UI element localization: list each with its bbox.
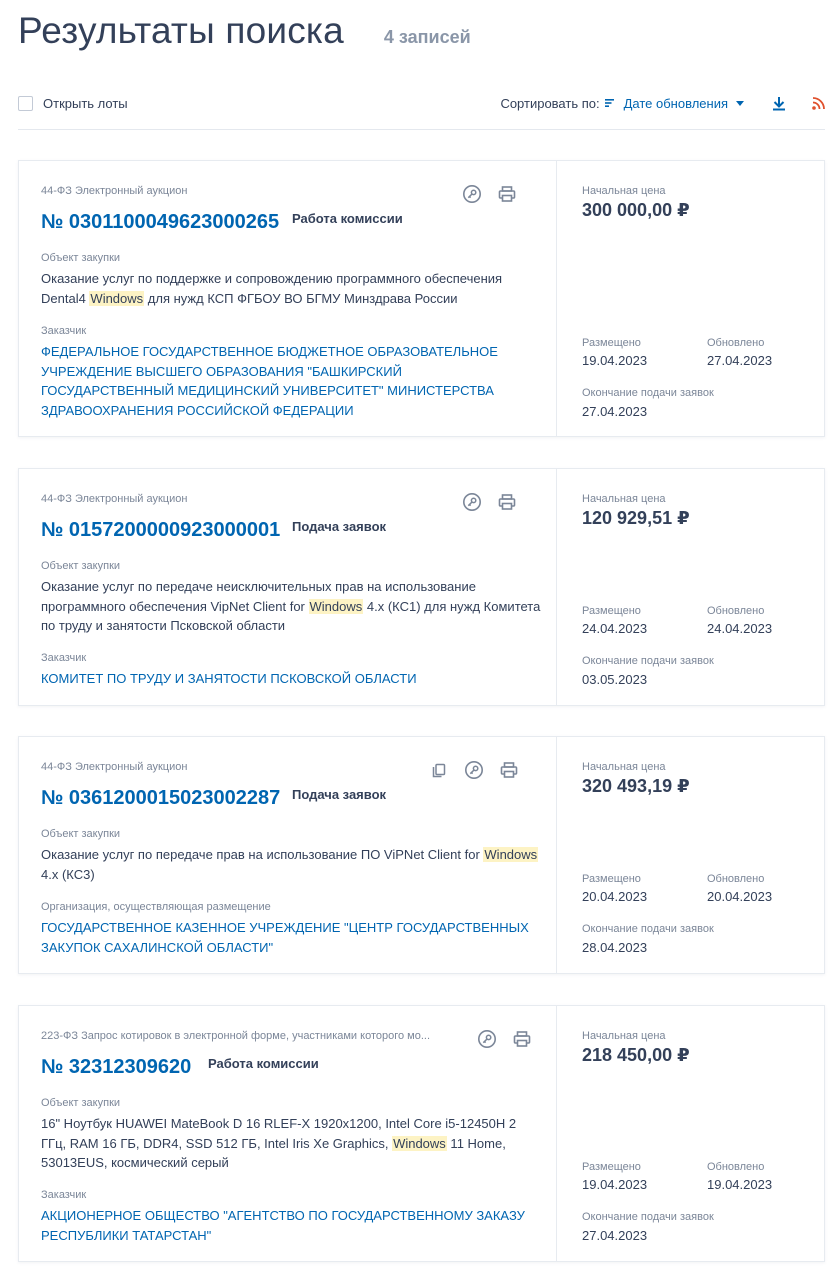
customer-label: Заказчик (41, 1189, 87, 1201)
updated-label: Обновлено (707, 1161, 765, 1173)
law-type: 44-ФЗ Электронный аукцион (41, 185, 188, 197)
registry-number-link[interactable]: № 0301100049623000265 (41, 211, 280, 233)
object-label: Объект закупки (41, 1097, 121, 1109)
placed-date: 19.04.2023 (582, 1177, 648, 1192)
object-text-part: 16" Ноутбук HUAWEI MateBook D 16 RLEF-X 1920x1200, Intel Core i5-12450H 2 ГГц, RAM 16 ГБ, DDR4, SSD 512 ГБ, Intel Iris Xe Graphics, (41, 1116, 517, 1151)
updated-date: 19.04.2023 (707, 1177, 773, 1192)
price-value: 120 929,51 ₽ (582, 508, 690, 528)
placed-date: 19.04.2023 (582, 353, 648, 368)
registry-number-link[interactable]: № 0157200000923000001 (41, 519, 281, 541)
updated-date: 27.04.2023 (707, 353, 773, 368)
status-badge: Работа комиссии (208, 1056, 319, 1071)
law-type: 44-ФЗ Электронный аукцион (41, 493, 188, 505)
sort-dropdown[interactable]: Дате обновления (623, 95, 728, 111)
organizer-link[interactable]: ГОСУДАРСТВЕННОЕ КАЗЕННОЕ УЧРЕЖДЕНИЕ "ЦЕНТР ГОСУДАРСТВЕННЫХ ЗАКУПОК САХАЛИНСКОЙ ОБЛАСТИ" (41, 920, 529, 955)
price-label: Начальная цена (582, 185, 666, 197)
card-side (558, 469, 824, 705)
status-badge: Подача заявок (292, 787, 387, 802)
object-text-part: 4.x (КС1) для нужд Комитета по труду и занятости Псковской области (41, 598, 541, 633)
object-text-part: Оказание услуг по передаче прав на использование ПО ViPNet Client for (41, 847, 484, 862)
toolbar-divider (18, 129, 825, 130)
page-header (18, 10, 471, 60)
search-result-card (18, 1005, 825, 1262)
deadline-label: Окончание подачи заявок (582, 387, 714, 399)
placed-label: Размещено (582, 1161, 641, 1173)
sort-lines-icon[interactable] (605, 98, 615, 108)
object-description (41, 269, 541, 308)
placed-label: Размещено (582, 605, 641, 617)
object-label: Объект закупки (41, 252, 121, 264)
updated-date: 20.04.2023 (707, 889, 773, 904)
price-label: Начальная цена (582, 761, 666, 773)
record-count: 4 записей (383, 27, 471, 47)
card-actions (447, 184, 517, 204)
printer-icon[interactable] (497, 184, 517, 204)
updated-label: Обновлено (707, 873, 765, 885)
search-highlight: Windows (484, 847, 538, 862)
card-side (558, 1006, 824, 1261)
price-value: 218 450,00 ₽ (582, 1045, 690, 1065)
card-actions (414, 760, 519, 780)
price-value: 320 493,19 ₽ (582, 776, 690, 796)
card-actions (462, 1029, 532, 1049)
updated-label: Обновлено (707, 605, 765, 617)
object-text-part: 11 Home, 53013EUS, космический серый (41, 1135, 506, 1170)
search-result-card (18, 468, 825, 706)
search-highlight: Windows (90, 290, 144, 306)
copy-icon[interactable] (429, 760, 449, 780)
law-type: 223-ФЗ Запрос котировок в электронной форме, участниками которого мо... (41, 1030, 431, 1042)
placed-date: 24.04.2023 (582, 621, 648, 636)
object-description (41, 577, 541, 636)
open-lots-checkbox[interactable] (18, 96, 33, 111)
customer-label: Заказчик (41, 652, 87, 664)
object-label: Объект закупки (41, 560, 121, 572)
organizer-label: Организация, осуществляющая размещение (41, 901, 271, 913)
card-actions (447, 492, 517, 512)
card-main (19, 161, 557, 436)
customer-link[interactable]: КОМИТЕТ ПО ТРУДУ И ЗАНЯТОСТИ ПСКОВСКОЙ ОБЛАСТИ (41, 671, 417, 686)
card-side (558, 161, 824, 436)
object-text-part: Оказание услуг по поддержке и сопровождению программного обеспечения Dental4 (41, 271, 503, 306)
rss-icon[interactable] (812, 97, 825, 110)
download-icon[interactable] (772, 96, 786, 111)
chevron-down-icon[interactable] (736, 101, 744, 106)
registry-number-link[interactable]: № 32312309620 (41, 1056, 192, 1078)
search-highlight: Windows (393, 1135, 446, 1151)
price-label: Начальная цена (582, 493, 666, 505)
key-icon[interactable] (462, 184, 482, 204)
key-icon[interactable] (477, 1029, 497, 1049)
sort-label: Сортировать по: (500, 95, 600, 111)
deadline-date: 03.05.2023 (582, 672, 648, 687)
deadline-label: Окончание подачи заявок (582, 1211, 714, 1223)
customer-link[interactable]: АКЦИОНЕРНОЕ ОБЩЕСТВО "АГЕНТСТВО ПО ГОСУДАРСТВЕННОМУ ЗАКАЗУ РЕСПУБЛИКИ ТАТАРСТАН" (41, 1208, 525, 1243)
page-title: Результаты поиска (18, 10, 344, 51)
object-text-part: 4.x (КС3) (41, 866, 95, 882)
price-value: 300 000,00 ₽ (582, 200, 690, 220)
object-text-part: для нужд КСП ФГБОУ ВО БГМУ Минздрава России (144, 290, 458, 306)
object-description (41, 1114, 541, 1173)
printer-icon[interactable] (497, 492, 517, 512)
card-main (19, 737, 557, 973)
card-main (19, 1006, 557, 1261)
law-type: 44-ФЗ Электронный аукцион (41, 761, 188, 773)
search-highlight: Windows (309, 598, 363, 614)
price-label: Начальная цена (582, 1030, 666, 1042)
search-result-card (18, 736, 825, 974)
object-label: Объект закупки (41, 828, 121, 840)
deadline-date: 27.04.2023 (582, 1228, 648, 1243)
placed-label: Размещено (582, 337, 641, 349)
status-badge: Подача заявок (292, 519, 387, 534)
customer-label: Заказчик (41, 325, 87, 337)
status-badge: Работа комиссии (292, 211, 403, 226)
placed-date: 20.04.2023 (582, 889, 648, 904)
deadline-label: Окончание подачи заявок (582, 655, 714, 667)
printer-icon[interactable] (499, 760, 519, 780)
object-text-part: Оказание услуг по передаче неисключительных прав на использование программного обеспечения VipNet Client for (41, 579, 476, 614)
updated-label: Обновлено (707, 337, 765, 349)
key-icon[interactable] (464, 760, 484, 780)
updated-date: 24.04.2023 (707, 621, 773, 636)
deadline-date: 27.04.2023 (582, 404, 648, 419)
card-side (558, 737, 824, 973)
customer-link[interactable]: ФЕДЕРАЛЬНОЕ ГОСУДАРСТВЕННОЕ БЮДЖЕТНОЕ ОБРАЗОВАТЕЛЬНОЕ УЧРЕЖДЕНИЕ ВЫСШЕГО ОБРАЗОВАНИЯ "БАШКИРСКИЙ ГОСУДАРСТВЕННЫЙ МЕДИЦИНСКИЙ УНИВЕРСИТЕТ" МИНИСТЕРСТВА ЗДРАВООХРАНЕНИЯ РОССИЙСКОЙ ФЕДЕРАЦИИ (41, 344, 498, 418)
object-description (41, 845, 541, 884)
search-result-card (18, 160, 825, 437)
registry-number-link[interactable]: № 0361200015023002287 (41, 787, 281, 809)
placed-label: Размещено (582, 873, 641, 885)
key-icon[interactable] (462, 492, 482, 512)
deadline-date: 28.04.2023 (582, 940, 648, 955)
card-main (19, 469, 557, 705)
deadline-label: Окончание подачи заявок (582, 923, 714, 935)
results-toolbar (18, 88, 825, 118)
open-lots-label[interactable]: Открыть лоты (43, 95, 128, 111)
printer-icon[interactable] (512, 1029, 532, 1049)
